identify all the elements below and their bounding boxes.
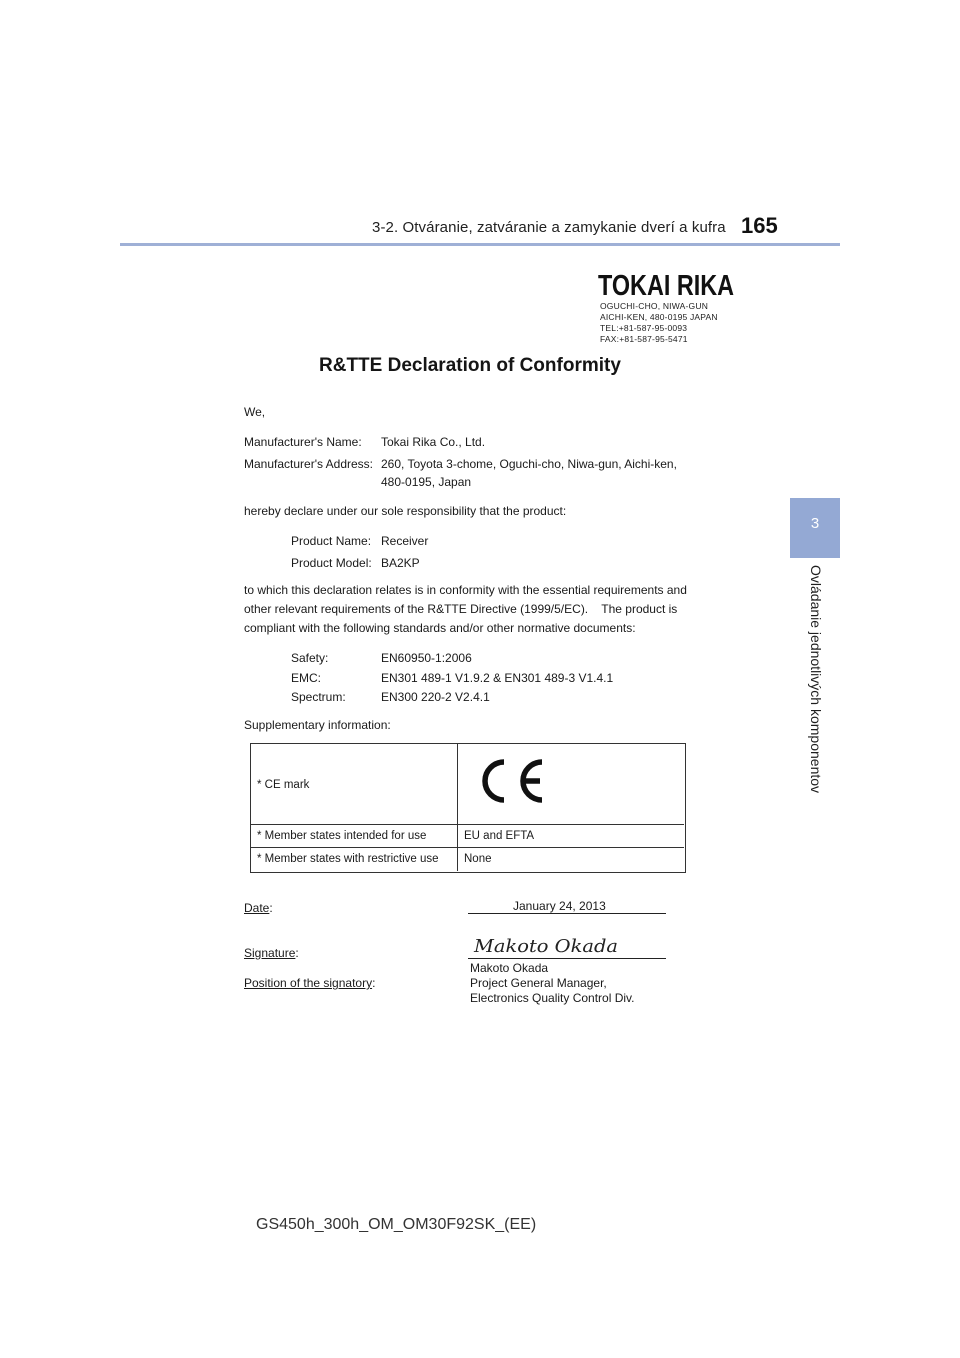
position-label: Position of the signatory [244, 976, 373, 990]
spectrum-value: EN300 220-2 V2.4.1 [381, 690, 490, 704]
chapter-title-vertical [790, 565, 840, 815]
address-line-2: AICHI-KEN, 480-0195 JAPAN [600, 312, 718, 322]
signature-line [468, 958, 666, 959]
ce-mark-label: * CE mark [257, 779, 310, 791]
member-states-value: EU and EFTA [464, 830, 535, 842]
address-line-4: FAX:+81-587-95-5471 [600, 334, 688, 344]
section-title: 3-2. Otváranie, zatváranie a zamykanie dverí a kufra [372, 219, 726, 236]
manufacturer-address-line1: 260, Toyota 3-chome, Oguchi-cho, Niwa-gun, Aichi-ken, [381, 457, 677, 471]
signature-label-row: Signature: [244, 946, 299, 960]
safety-label: Safety: [291, 651, 329, 665]
product-name-label: Product Name: [291, 534, 372, 548]
address-line-3: TEL:+81-587-95-0093 [600, 323, 688, 333]
page-number: 165 [741, 213, 778, 238]
member-states-label: * Member states intended for use [257, 830, 427, 842]
position-label-row: Position of the signatory: [244, 976, 376, 990]
document-code: GS450h_300h_OM_OM30F92SK_(EE) [256, 1216, 537, 1233]
date-value: January 24, 2013 [513, 899, 606, 913]
date-line [468, 913, 666, 914]
restrictive-use-value: None [464, 853, 492, 865]
address-line-1: OGUCHI-CHO, NIWA-GUN [600, 301, 709, 311]
spectrum-label: Spectrum: [291, 690, 346, 704]
document-title: R&TTE Declaration of Conformity [319, 355, 621, 376]
table-divider [457, 743, 458, 871]
safety-value: EN60950-1:2006 [381, 651, 472, 665]
product-model-label: Product Model: [291, 556, 372, 570]
manufacturer-name: Tokai Rika Co., Ltd. [381, 435, 486, 449]
date-label-row: Date: [244, 901, 273, 915]
signatory-name: Makoto Okada [470, 961, 549, 975]
signature-label: Signature [244, 946, 296, 960]
logo-text: TOKAI RIKA [598, 270, 735, 302]
product-model: BA2KP [381, 556, 420, 570]
restrictive-use-label: * Member states with restrictive use [257, 853, 439, 865]
chapter-number: 3 [810, 515, 820, 532]
header-rule [120, 243, 840, 246]
manufacturer-address-line2: 480-0195, Japan [381, 475, 472, 489]
table-row-divider [250, 847, 684, 848]
tokai-rika-logo [598, 269, 736, 302]
emc-value: EN301 489-1 V1.9.2 & EN301 489-3 V1.4.1 [381, 671, 614, 685]
conformity-line-3: compliant with the following standards and/or other normative documents: [244, 621, 636, 635]
conformity-line-1: to which this declaration relates is in conformity with the essential requirements and [244, 583, 687, 597]
supplementary-label: Supplementary information: [244, 718, 391, 732]
handwritten-signature [472, 930, 622, 958]
emc-label: EMC: [291, 671, 321, 685]
chapter-title: Ovládanie jednotlivých komponentov [808, 565, 824, 794]
we-text: We, [244, 405, 266, 419]
manufacturer-address-label: Manufacturer's Address: [244, 457, 374, 471]
signatory-title: Project General Manager, [470, 976, 607, 990]
date-label: Date [244, 901, 270, 915]
declare-text: hereby declare under our sole responsibility that the product: [244, 504, 567, 518]
signatory-division: Electronics Quality Control Div. [470, 991, 635, 1005]
product-name: Receiver [381, 534, 429, 548]
conformity-line-2: other relevant requirements of the R&TTE Directive (1999/5/EC). The product is [244, 602, 678, 616]
manufacturer-name-label: Manufacturer's Name: [244, 435, 362, 449]
ce-mark-icon [474, 756, 546, 806]
table-row-divider [250, 824, 684, 825]
chapter-tab [790, 498, 840, 558]
signature-script: Makoto Okada [472, 936, 618, 957]
